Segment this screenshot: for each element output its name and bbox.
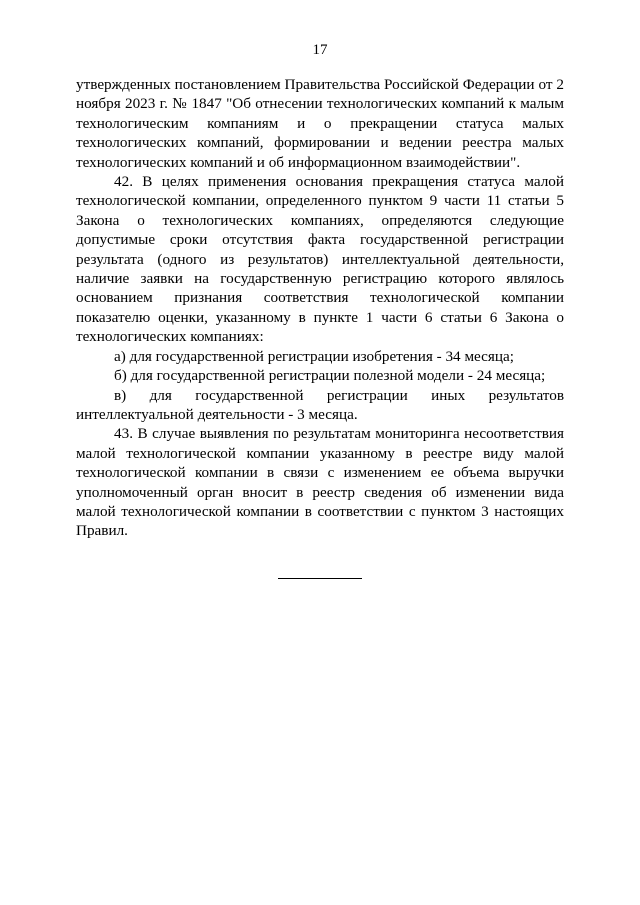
paragraph-42: 42. В целях применения основания прекращения статуса малой технологической компании, определенного пунктом 9 части 11 статьи 5 Закона о технологических компаниях, определяются следующие допустимые сроки отсутствия факта государственной регистрации результата (одного из результатов) интеллектуальной деятельности, наличие заявки на государственную регистрацию которого являлось основанием признания соответствия технологической компании показателю оценки, указанному в пункте 1 части 6 статьи 6 Закона о технологических компаниях: <box>76 173 564 346</box>
page-number: 17 <box>312 42 328 58</box>
end-separator-line <box>278 578 362 579</box>
list-item-a: а) для государственной регистрации изобретения - 34 месяца; <box>114 347 514 365</box>
list-item-c: в) для государственной регистрации иных результатов интеллектуальной деятельности - 3 месяца. <box>76 386 564 423</box>
list-item-b: б) для государственной регистрации полезной модели - 24 месяца; <box>114 367 546 385</box>
paragraph-continuation: утвержденных постановлением Правительства Российской Федерации от 2 ноября 2023 г. № 1847 "Об отнесении технологических компаний к малым технологическим компаниям и о прекращении статуса малых технологических компаний, формировании и ведении реестра малых технологических компаний и об информационном взаимодействии". <box>76 76 564 171</box>
paragraph-43: 43. В случае выявления по результатам мониторинга несоответствия малой технологической компании указанному в реестре виду малой технологической компании в связи с изменением ее объема выручки уполномоченный орган вносит в реестр сведения об изменении вида малой технологической компании в соответствии с пунктом 3 настоящих Правил. <box>76 425 564 540</box>
document-body <box>76 75 564 541</box>
